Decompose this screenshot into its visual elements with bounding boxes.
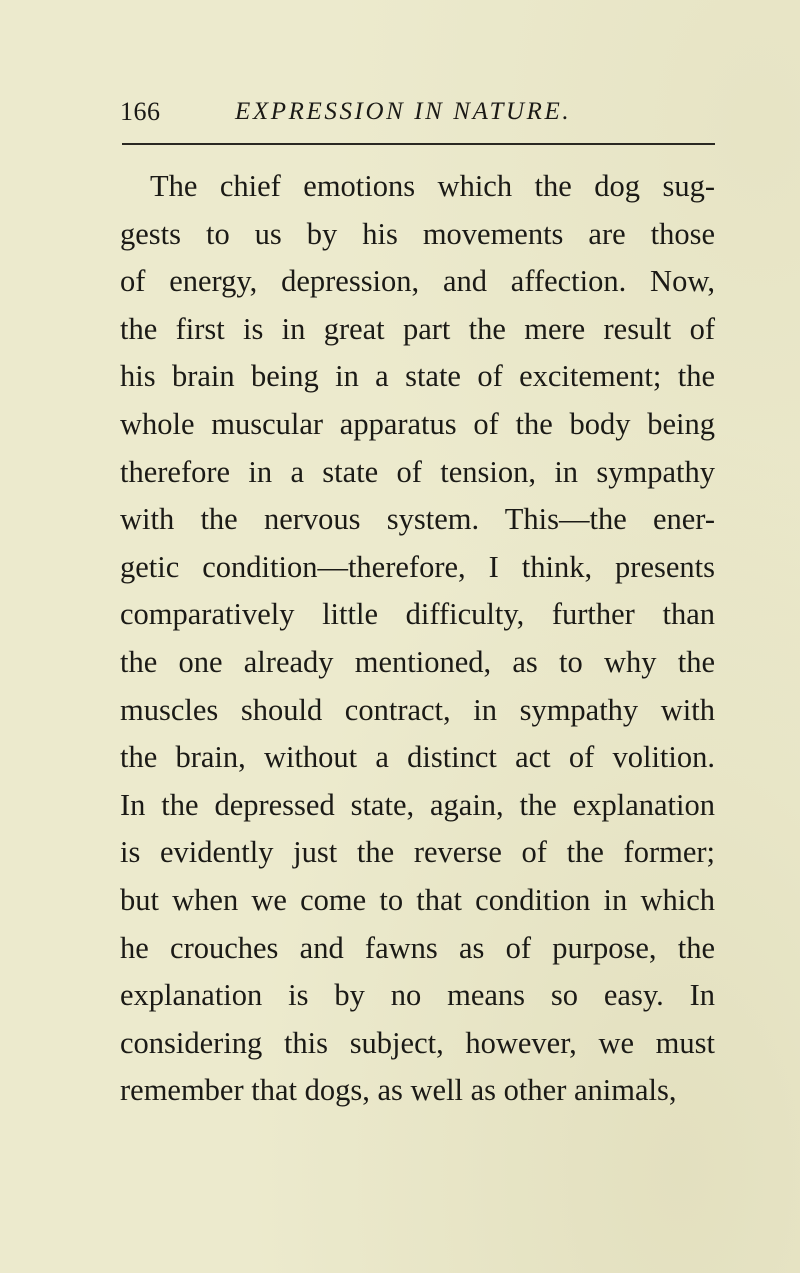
- text-line: the brain, without a distinct act of volition.: [120, 740, 715, 775]
- text-line: getic condition—therefore, I think, presents: [120, 549, 715, 584]
- text-line: muscles should contract, in sympathy with: [120, 692, 715, 727]
- text-line: therefore in a state of tension, in sympathy: [120, 454, 715, 489]
- page-number: 166: [120, 97, 161, 126]
- text-line: the one already mentioned, as to why the: [120, 644, 715, 679]
- text-line: comparatively little difficulty, further than: [120, 597, 715, 632]
- text-line: the first is in great part the mere result of: [120, 311, 715, 346]
- text-line: he crouches and fawns as of purpose, the: [120, 930, 715, 965]
- text-line: gests to us by his movements are those: [120, 216, 715, 251]
- text-line: considering this subject, however, we must: [120, 1025, 715, 1060]
- text-line: remember that dogs, as well as other animals,: [120, 1073, 677, 1108]
- text-line: The chief emotions which the dog sug-: [150, 169, 715, 203]
- text-line: of energy, depression, and affection. Now,: [120, 264, 715, 299]
- body-text: [120, 163, 740, 1115]
- text-line: is evidently just the reverse of the former;: [120, 835, 715, 870]
- text-line: but when we come to that condition in which: [120, 882, 715, 917]
- header-rule: [122, 143, 715, 145]
- text-line: explanation is by no means so easy. In: [120, 978, 715, 1013]
- text-line: In the depressed state, again, the explanation: [120, 787, 715, 822]
- page-header: [120, 96, 715, 136]
- text-line: with the nervous system. This—the ener-: [120, 502, 715, 537]
- running-head: EXPRESSION IN NATURE.: [235, 98, 572, 125]
- text-line: his brain being in a state of excitement; the: [120, 359, 715, 394]
- text-line: whole muscular apparatus of the body being: [120, 406, 715, 441]
